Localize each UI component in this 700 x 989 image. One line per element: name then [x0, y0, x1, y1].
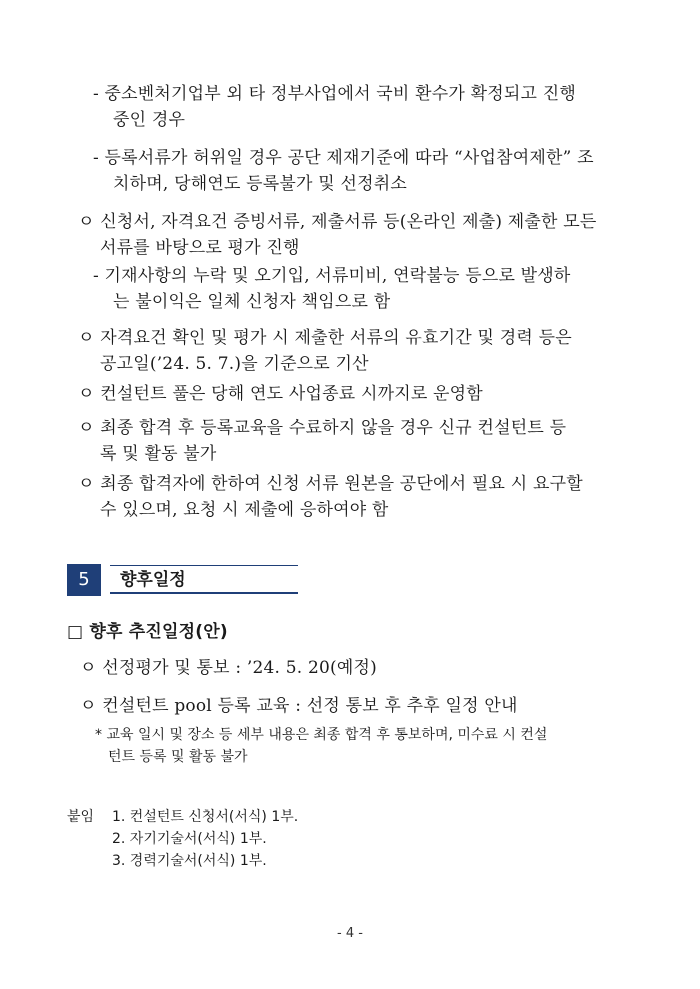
item-5-line-1: ㅇ 자격요건 확인 및 평가 시 제출한 서류의 유효기간 및 경력 등은 [78, 328, 572, 348]
item-7-line-1: ㅇ 최종 합격 후 등록교육을 수료하지 않을 경우 신규 컨설턴트 등 [78, 418, 567, 438]
section-number-badge: 5 [67, 564, 101, 596]
attachment-item-2: 2. 자기기술서(서식) 1부. [112, 831, 267, 847]
item-1-line-1: - 중소벤처기업부 외 타 정부사업에서 국비 환수가 확정되고 진행 [93, 84, 576, 104]
item-4-line-1: - 기재사항의 누락 및 오기입, 서류미비, 연락불능 등으로 발생하 [93, 266, 571, 286]
item-4-line-2: 는 불이익은 일체 신청자 책임으로 함 [113, 292, 391, 312]
item-8-line-1: ㅇ 최종 합격자에 한하여 신청 서류 원본을 공단에서 필요 시 요구할 [78, 474, 583, 494]
item-1-line-2: 중인 경우 [113, 110, 186, 130]
item-3-line-2: 서류를 바탕으로 평가 진행 [100, 238, 300, 258]
page-number: - 4 - [337, 926, 363, 941]
schedule-note-line-2: 턴트 등록 및 활동 불가 [108, 749, 248, 765]
schedule-item-evaluation: ㅇ 선정평가 및 통보 : ’24. 5. 20(예정) [80, 658, 377, 678]
item-5-line-2: 공고일(’24. 5. 7.)을 기준으로 기산 [100, 354, 369, 374]
schedule-heading: □ 향후 추진일정(안) [67, 622, 228, 642]
attachment-item-3: 3. 경력기술서(서식) 1부. [112, 853, 267, 869]
schedule-note-line-1: * 교육 일시 및 장소 등 세부 내용은 최종 합격 후 통보하며, 미수료 시 컨설 [95, 727, 548, 743]
schedule-item-education: ㅇ 컨설턴트 pool 등록 교육 : 선정 통보 후 추후 일정 안내 [80, 696, 518, 716]
item-2-line-2: 치하며, 당해연도 등록불가 및 선정취소 [113, 174, 407, 194]
attachments-label: 붙임 [67, 809, 95, 825]
item-7-line-2: 록 및 활동 불가 [100, 444, 217, 464]
attachment-item-1: 1. 컨설턴트 신청서(서식) 1부. [112, 809, 299, 825]
section-title: 향후일정 [110, 565, 298, 594]
item-6-line-1: ㅇ 컨설턴트 풀은 당해 연도 사업종료 시까지로 운영함 [78, 384, 483, 404]
item-2-line-1: - 등록서류가 허위일 경우 공단 제재기준에 따라 “사업참여제한” 조 [93, 148, 594, 168]
item-8-line-2: 수 있으며, 요청 시 제출에 응하여야 함 [100, 500, 389, 520]
item-3-line-1: ㅇ 신청서, 자격요건 증빙서류, 제출서류 등(온라인 제출) 제출한 모든 [78, 212, 597, 232]
